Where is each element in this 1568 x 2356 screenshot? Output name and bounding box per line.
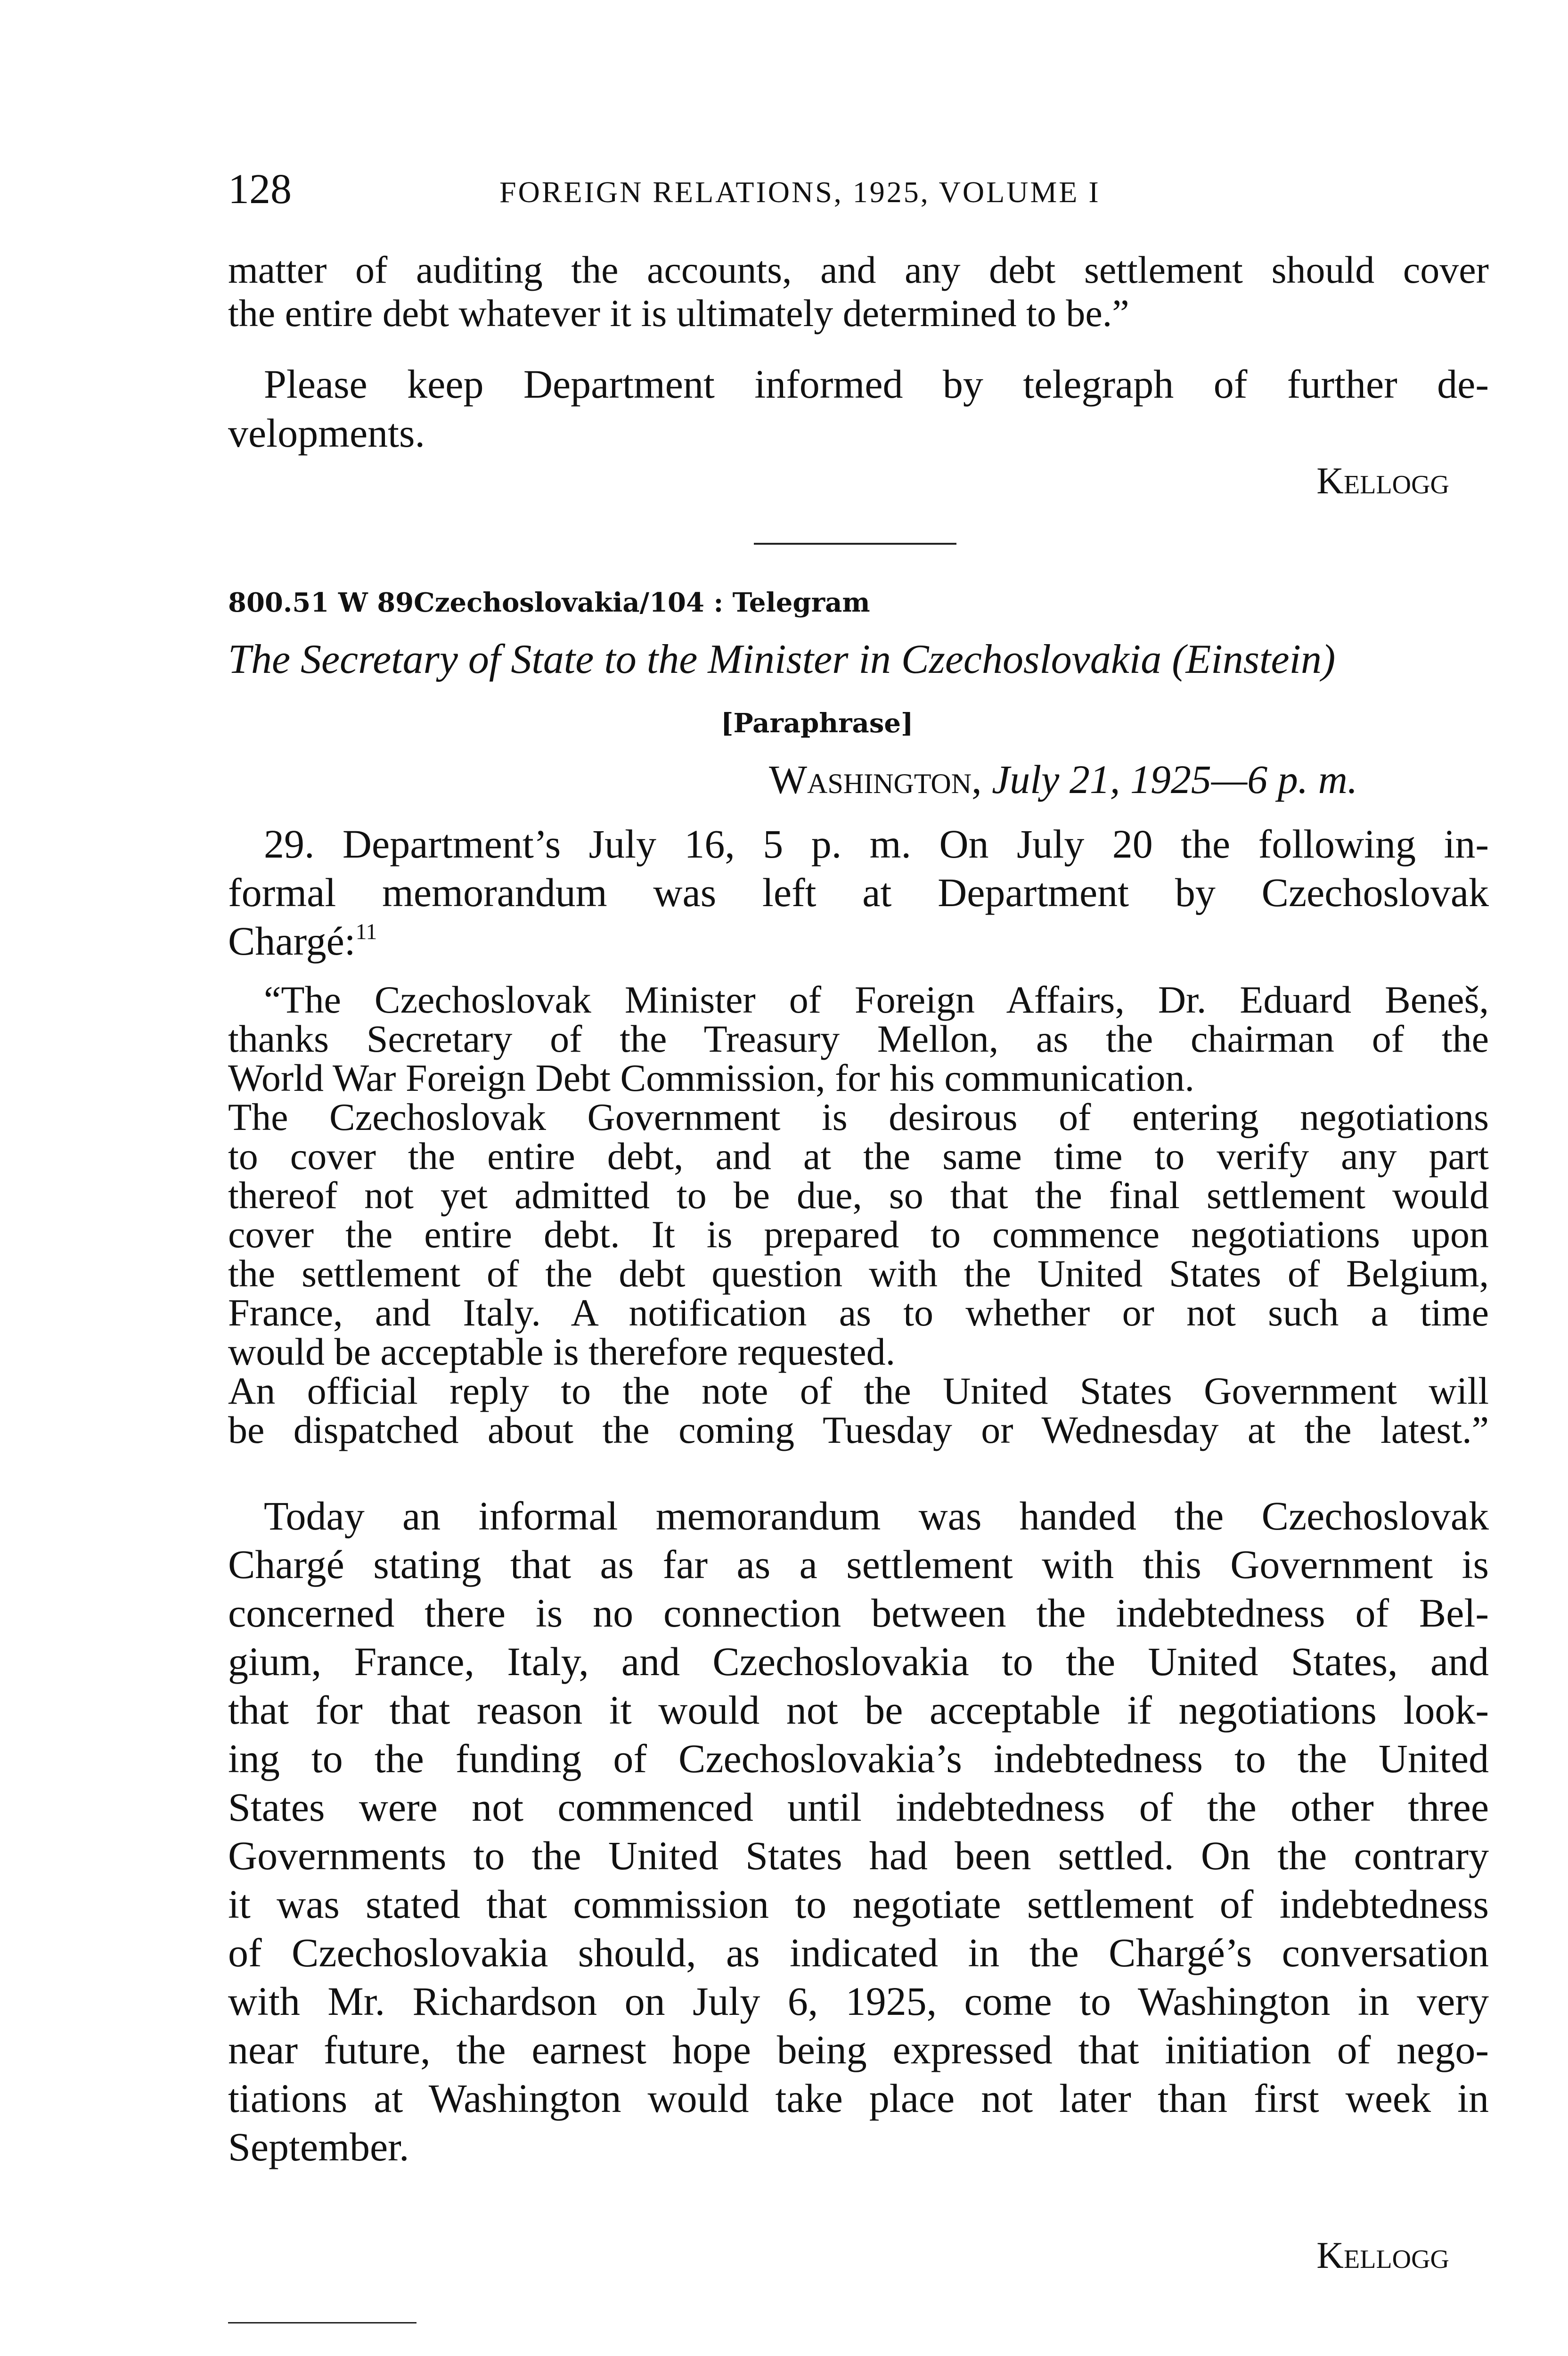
para2-line: of Czechoslovakia should, as indicated in the Chargé’s conversation	[228, 1930, 1489, 1975]
intro-para2-line-1: Please keep Department informed by telegraph of further de-	[264, 361, 1489, 407]
intro-line-1: matter of auditing the accounts, and any debt settlement should cover	[228, 248, 1489, 291]
dateline-date: July 21, 1925—6 p. m.	[992, 757, 1358, 802]
para2-line: gium, France, Italy, and Czechoslovakia to the United States, and	[228, 1639, 1489, 1684]
quote-line: World War Foreign Debt Commission, for his communication.	[228, 1056, 1195, 1099]
quote-line: to cover the entire debt, and at the same time to verify any part	[228, 1135, 1489, 1178]
quote-line: would be acceptable is therefore requested.	[228, 1330, 896, 1373]
para2-line: States were not commenced until indebtedness of the other three	[228, 1784, 1489, 1830]
quote-line: the settlement of the debt question with the United States of Belgium,	[228, 1252, 1489, 1295]
intro-para2-line-2: velopments.	[228, 410, 425, 456]
section-divider	[754, 543, 956, 545]
para2-line: ing to the funding of Czechoslovakia’s indebtedness to the United	[228, 1736, 1489, 1781]
quote-line: thanks Secretary of the Treasury Mellon, as the chairman of the	[228, 1017, 1489, 1060]
para2-line: September.	[228, 2124, 409, 2169]
para1-line-2: formal memorandum was left at Department by Czechoslovak	[228, 870, 1489, 915]
document-title	[228, 636, 1335, 683]
para2-line: Governments to the United States had been settled. On the contrary	[228, 1833, 1489, 1878]
para2-line: it was stated that commission to negotiate settlement of indebtedness	[228, 1882, 1489, 1927]
para2-line: Chargé stating that as far as a settlement with this Government is	[228, 1542, 1489, 1587]
quote-line: France, and Italy. A notification as to whether or not such a time	[228, 1291, 1489, 1334]
para2-line: concerned there is no connection between the indebtedness of Bel-	[228, 1590, 1489, 1636]
para2-line: Today an informal memorandum was handed the Czechoslovak	[264, 1493, 1489, 1538]
para2-line: near future, the earnest hope being expressed that initiation of nego-	[228, 2027, 1489, 2072]
dateline	[769, 756, 1357, 803]
para1-line-3	[228, 917, 377, 965]
para2-line: tiations at Washington would take place not later than first week in	[228, 2076, 1489, 2121]
quote-line: An official reply to the note of the United States Government will	[228, 1369, 1489, 1412]
para1-line-1: 29. Department’s July 16, 5 p. m. On July 20 the following in-	[264, 821, 1489, 867]
para2-line: with Mr. Richardson on July 6, 1925, come to Washington in very	[228, 1979, 1489, 2024]
quote-line: be dispatched about the coming Tuesday or Wednesday at the latest.”	[228, 1408, 1489, 1451]
quote-line: “The Czechoslovak Minister of Foreign Affairs, Dr. Eduard Beneš,	[264, 978, 1489, 1021]
footnote-ref: 11	[355, 919, 377, 944]
file-reference: 800.51 W 89Czechoslovakia/104 : Telegram	[228, 587, 870, 618]
footnote-divider	[228, 2322, 416, 2323]
paraphrase-label: [Paraphrase]	[721, 708, 914, 739]
intro-line-2: the entire debt whatever it is ultimately determined to be.”	[228, 292, 1129, 335]
signature-kellogg-1: Kellogg	[1316, 460, 1449, 502]
signature-kellogg-2: Kellogg	[1316, 2235, 1449, 2276]
para2-line: that for that reason it would not be acceptable if negotiations look-	[228, 1687, 1489, 1733]
quoted-memorandum	[228, 980, 1489, 1449]
document-title-name: (Einstein)	[1172, 637, 1336, 682]
dateline-place: Washington,	[769, 757, 982, 802]
quote-line: cover the entire debt. It is prepared to commence negotiations upon	[228, 1213, 1489, 1256]
running-title: FOREIGN RELATIONS, 1925, VOLUME I	[499, 175, 1101, 209]
para2	[228, 1492, 1489, 2171]
quote-line: The Czechoslovak Government is desirous of entering negotiations	[228, 1096, 1489, 1138]
page-number: 128	[228, 166, 292, 213]
quote-line: thereof not yet admitted to be due, so that the final settlement would	[228, 1174, 1489, 1217]
para1-charge: Chargé:	[228, 918, 356, 964]
document-title-italic: The Secretary of State to the Minister in Czechoslovakia	[228, 637, 1162, 682]
